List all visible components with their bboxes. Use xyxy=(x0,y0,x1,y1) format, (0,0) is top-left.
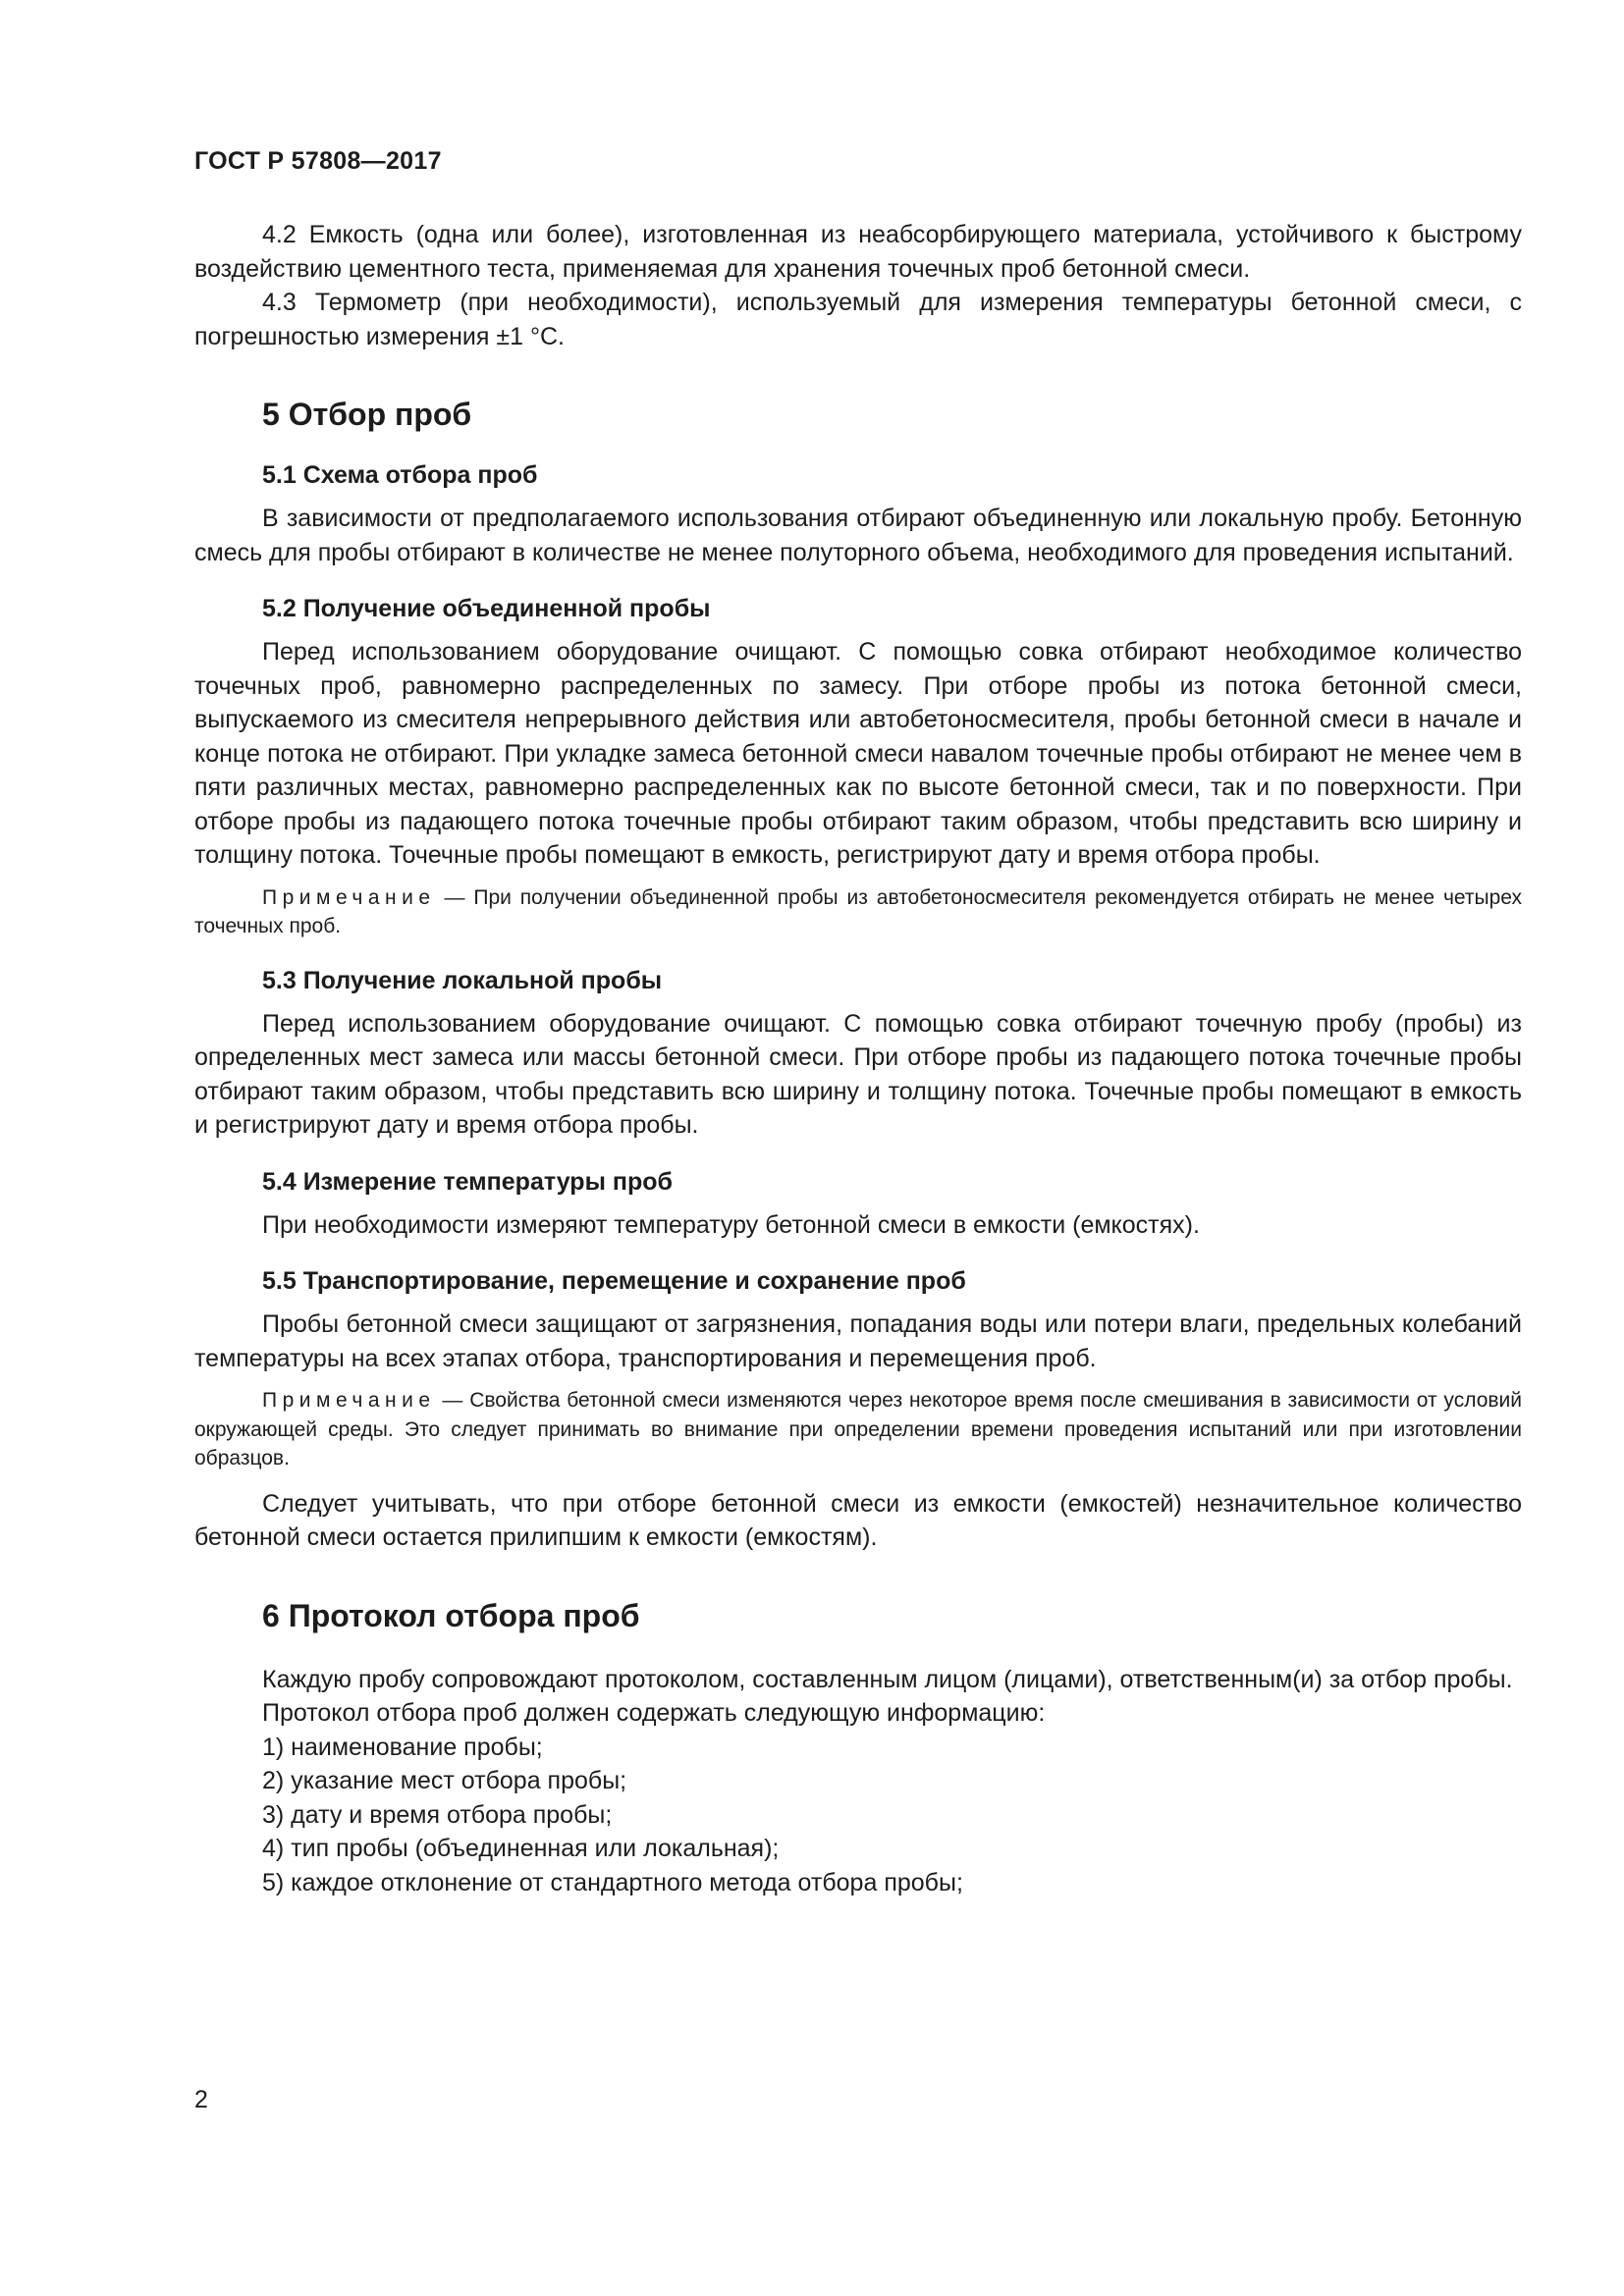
list-item: 5) каждое отклонение от стандартного метода отбора пробы; xyxy=(262,1868,963,1896)
list-item: 4) тип пробы (объединенная или локальная); xyxy=(262,1835,780,1862)
paragraph-5-2: Перед использованием оборудование очищают. С помощью совка отбирают необходимое количество точечных проб, равномерно распределенных по замесу. При отборе пробы из потока бетонной смеси, выпускаемого из смесителя непрерывного действия или автобетоносмесителя, пробы бетонной смеси в начале и конце потока не отбирают. При укладке замеса бетонной смеси навалом точечные пробы отбирают не менее чем в пяти различных местах, равномерно распределенных как по высоте бетонной смеси, так и по поверхности. При отборе пробы из падающего потока точечные пробы отбирают таким образом, чтобы представить всю ширину и толщину потока. Точечные пробы помещают в емкость, регистрируют дату и время отбора пробы. xyxy=(194,638,1522,869)
paragraph-5-1: В зависимости от предполагаемого использования отбирают объединенную или локальную пробу. Бетонную смесь для пробы отбирают в количестве не менее полуторного объема, необходимого для проведения испытаний. xyxy=(194,505,1522,566)
paragraph-5-5-continued: Следует учитывать, что при отборе бетонной смеси из емкости (емкостей) незначительное количество бетонной смеси остается прилипшим к емкости (емкостям). xyxy=(194,1489,1522,1551)
paragraph-5-3: Перед использованием оборудование очищают. С помощью совка отбирают точечную пробу (пробы) из определенных мест замеса или массы бетонной смеси. При отборе пробы из падающего потока точечные пробы отбирают таким образом, чтобы представить всю ширину и толщину потока. Точечные пробы помещают в емкость и регистрируют дату и время отбора пробы. xyxy=(194,1009,1522,1139)
note-5-5 xyxy=(194,1386,1522,1473)
page-number: 2 xyxy=(194,2086,208,2113)
note-text: — Свойства бетонной смеси изменяются через некоторое время после смешивания в зависимости от условий окружающей среды. Это следует принимать во внимание при определении времени проведения испытаний или при изготовлении образцов. xyxy=(194,1389,1522,1469)
note-5-2 xyxy=(194,883,1522,941)
paragraph-4-3: 4.3 Термометр (при необходимости), используемый для измерения температуры бетонной смеси, с погрешностью измерения ±1 °С. xyxy=(194,289,1522,350)
list-item: 2) указание мест отбора пробы; xyxy=(262,1767,627,1794)
protocol-list xyxy=(194,1731,1522,1900)
subsection-5-5-heading: 5.5 Транспортирование, перемещение и сохранение проб xyxy=(262,1267,966,1295)
subsection-5-1-heading: 5.1 Схема отбора проб xyxy=(262,461,538,489)
section-6-title: 6 Протокол отбора проб xyxy=(262,1597,640,1633)
paragraph-5-5: Пробы бетонной смеси защищают от загрязнения, попадания воды или потери влаги, предельных колебаний температуры на всех этапах отбора, транспортирования и перемещения проб. xyxy=(194,1310,1522,1372)
section-5-title: 5 Отбор проб xyxy=(262,397,472,432)
list-item: 3) дату и время отбора пробы; xyxy=(262,1800,613,1829)
subsection-5-2-heading: 5.2 Получение объединенной пробы xyxy=(262,595,711,622)
note-label: Примечание xyxy=(262,885,436,909)
paragraph-5-4: При необходимости измеряют температуру бетонной смеси в емкости (емкостях). xyxy=(262,1210,1200,1239)
note-label: Примечание xyxy=(262,1389,436,1412)
paragraph-4-2: 4.2 Емкость (одна или более), изготовленная из неабсорбирующего материала, устойчивого к быстрому воздействию цементного теста, применяемая для хранения точечных проб бетонной смеси. xyxy=(194,221,1522,283)
subsection-5-4-heading: 5.4 Измерение температуры проб xyxy=(262,1167,673,1196)
document-page xyxy=(194,147,1522,1899)
document-code: ГОСТ Р 57808—2017 xyxy=(194,147,442,175)
note-text: — При получении объединенной пробы из автобетоносмесителя рекомендуется отбирать не менее четырех точечных проб. xyxy=(194,885,1522,937)
subsection-5-3-heading: 5.3 Получение локальной пробы xyxy=(262,966,663,994)
paragraph-6-intro: Протокол отбора проб должен содержать следующую информацию: xyxy=(262,1699,1046,1727)
paragraph-6: Каждую пробу сопровождают протоколом, составленным лицом (лицами), ответственным(и) за отбор пробы. xyxy=(262,1665,1513,1693)
list-item: 1) наименование пробы; xyxy=(262,1733,543,1761)
